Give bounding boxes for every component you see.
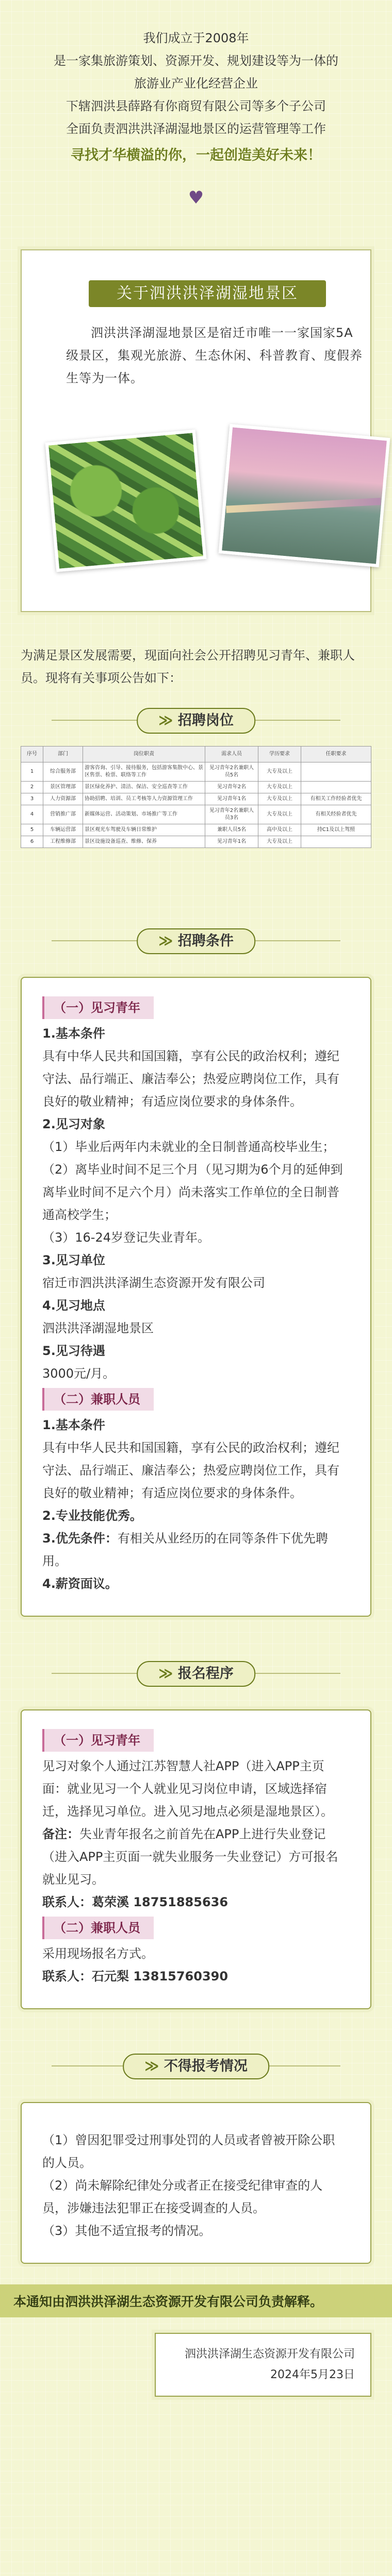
heading: 5.见习待遇 (42, 1344, 105, 1358)
table-cell (301, 836, 371, 848)
table-cell: 新媒体运营、活动策划、市场推广等工作 (83, 805, 205, 824)
heading: 1.基本条件 (42, 1418, 105, 1432)
table-header-row (21, 747, 371, 762)
paragraph: （3）16-24岁登记失业青年。 (42, 1230, 210, 1245)
intro-line: 是一家集旅游策划、资源开发、规划建设等为一体的 (54, 54, 338, 68)
about-title: 关于泗洪洪泽湖湿地景区 (89, 280, 326, 307)
paragraph: 有相关从业经历的在同等条件下优先聘用。 (42, 1531, 328, 1568)
table-row (21, 805, 371, 824)
jobs-table (21, 746, 371, 848)
paragraph: （2）离毕业时间不足三个月（见习期为6个月的延伸到离毕业时间不足六个月）尚未落实工作单位的全日制普通高校学生； (42, 1162, 343, 1222)
table-cell: 3 (21, 793, 43, 805)
table-cell: 见习青年2名 (205, 782, 258, 793)
table-row (21, 762, 371, 782)
table-cell: 车辆运营部 (43, 824, 83, 836)
paragraph: 具有中华人民共和国国籍，享有公民的政治权利；遵纪守法、品行端正、廉洁奉公；热爱应聘岗位工作，具有良好的敬业精神；有适应岗位要求的身体条件。 (42, 1049, 339, 1109)
company-name: 泗洪洪泽湖生态资源开发有限公司 (184, 2348, 355, 2361)
intro (0, 0, 392, 167)
table-cell: 见习青年1名 (205, 836, 258, 848)
contact-label: 联系人： (42, 1969, 92, 1984)
restrict-item: （2）尚未解除纪律处分或者正在接受纪律审查的人员，涉嫌违法犯罪正在接受调查的人员。 (42, 2178, 323, 2215)
table-cell: 持C1及以上驾照 (301, 824, 371, 836)
contact-info: 石元梨 13815760390 (92, 1969, 228, 1984)
contact-label: 联系人： (42, 1895, 92, 1909)
section-signup-header (0, 1658, 392, 1689)
table-cell: 景区绿化养护、清洁、保洁、安全巡查等工作 (83, 782, 205, 793)
intro-line: 下辖泗洪县薛路有你商贸有限公司等多个子公司 (66, 99, 326, 113)
paragraph: 采用现场报名方式。 (42, 1946, 154, 1961)
heading: 4.薪资面议。 (42, 1577, 118, 1591)
table-row (21, 836, 371, 848)
table-cell: 大专及以上 (258, 836, 301, 848)
slogan: 寻找才华横溢的你，一起创造美好未来！ (71, 147, 321, 163)
table-cell: 大专及以上 (258, 782, 301, 793)
table-cell: 景区观光车驾驶及车辆日常维护 (83, 824, 205, 836)
heading: 3.见习单位 (42, 1253, 105, 1267)
table-cell: 2 (21, 782, 43, 793)
table-cell: 景区管理部 (43, 782, 83, 793)
restrict-box (21, 2102, 371, 2264)
table-cell: 营销推广部 (43, 805, 83, 824)
table-cell (301, 782, 371, 793)
about-card (21, 249, 371, 612)
paragraph: 具有中华人民共和国国籍，享有公民的政治权利；遵纪守法、品行端正、廉洁奉公；热爱应聘岗位工作，具有良好的敬业精神；有适应岗位要求的身体条件。 (42, 1440, 339, 1500)
table-cell: 6 (21, 836, 43, 848)
table-row (21, 824, 371, 836)
paragraph: 见习对象个人通过江苏智慧人社APP（进入APP主页面：就业见习一个人就业见习岗位申请，区域选择宿迁，选择见习单位。进入见习地点必须是湿地景区）。 (42, 1759, 333, 1819)
table-cell: 5 (21, 824, 43, 836)
wetland-photo (45, 430, 207, 572)
heading: 2.专业技能优秀。 (42, 1509, 142, 1523)
heart-icon: ♥ (188, 188, 204, 208)
table-row (21, 793, 371, 805)
paragraph: 宿迁市泗洪洪泽湖生态资源开发有限公司 (42, 1276, 265, 1290)
lead-text: 为满足景区发展需要，现面向社会公开招聘见习青年、兼职人员。现将有关事项公告如下： (21, 648, 355, 685)
table-cell: 协助招聘、培训、员工考核等人力资源管理工作 (83, 793, 205, 805)
intro-line: 全面负责泗洪洪泽湖湿地景区的运营管理等工作 (66, 122, 326, 136)
table-cell: 1 (21, 762, 43, 782)
heading: 3.优先条件： (42, 1531, 118, 1546)
paragraph: 失业青年报名之前首先在APP上进行失业登记（进入APP主页面一就失业服务一失业登记）方可报名就业见习。 (42, 1827, 338, 1887)
table-cell: 大专及以上 (258, 762, 301, 782)
restrict-item: （3）其他不适宜报考的情况。 (42, 2224, 211, 2238)
section-jobs-header (0, 705, 392, 736)
bridge-photo (219, 424, 390, 567)
section-restrict-title: ≫ 不得报考情况 (123, 2054, 269, 2079)
table-cell: 大专及以上 (258, 805, 301, 824)
footer-note: 本通知由泗洪洪泽湖生态资源开发有限公司负责解释。 (0, 2284, 392, 2317)
section-tag: （一）见习青年 (42, 1729, 154, 1752)
table-cell: 大专及以上 (258, 793, 301, 805)
table-cell (301, 762, 371, 782)
table-cell: 游客咨询、引导、接待服务，包括游客集散中心、景区售票、检票、联络等工作 (83, 762, 205, 782)
section-jobs-title: ≫ 招聘岗位 (137, 708, 255, 734)
signature-box (155, 2333, 371, 2397)
contact-info: 葛荣溪 18751885636 (92, 1895, 228, 1909)
section-conditions-title: ≫ 招聘条件 (137, 928, 255, 954)
table-header: 需求人员 (205, 747, 258, 762)
table-header: 任职要求 (301, 747, 371, 762)
table-header: 学历要求 (258, 747, 301, 762)
table-cell: 有相关工作经验者优先 (301, 793, 371, 805)
table-cell: 兼职人员5名 (205, 824, 258, 836)
section-tag: （二）兼职人员 (42, 1388, 154, 1411)
heading: 1.基本条件 (42, 1026, 105, 1041)
signup-box (21, 1709, 371, 2009)
table-cell: 见习青年2名兼职人员5名 (205, 762, 258, 782)
section-tag: （二）兼职人员 (42, 1917, 154, 1939)
section-tag: （一）见习青年 (42, 996, 154, 1019)
table-cell: 有相关经验者优先 (301, 805, 371, 824)
paragraph: 3000元/月。 (42, 1366, 116, 1381)
table-cell: 工程维修部 (43, 836, 83, 848)
intro-line: 旅游业产业化经营企业 (134, 76, 258, 91)
table-cell: 综合服务部 (43, 762, 83, 782)
intro-line: 我们成立于2008年 (143, 31, 249, 45)
restrict-item: （1）曾因犯罪受过刑事处罚的人员或者曾被开除公职的人员。 (42, 2133, 335, 2170)
table-cell: 见习青年2名兼职人员3名 (205, 805, 258, 824)
table-cell: 4 (21, 805, 43, 824)
table-cell: 见习青年1名 (205, 793, 258, 805)
table-header: 岗位职责 (83, 747, 205, 762)
table-cell: 景区设施设备巡查、维修、保养 (83, 836, 205, 848)
section-conditions-header (0, 925, 392, 956)
about-text: 泗洪洪泽湖湿地景区是宿迁市唯一一家国家5A级景区，集观光旅游、生态休闲、科普教育、度假养生等为一体。 (66, 326, 363, 385)
heading: 4.见习地点 (42, 1298, 105, 1313)
paragraph: （1）毕业后两年内未就业的全日制普通高校毕业生； (42, 1140, 335, 1154)
section-restrict-header (0, 2050, 392, 2081)
table-header: 序号 (21, 747, 43, 762)
date: 2024年5月23日 (270, 2368, 355, 2381)
table-cell: 人力资源部 (43, 793, 83, 805)
conditions-box (21, 977, 371, 1617)
paragraph: 泗洪洪泽湖湿地景区 (42, 1321, 154, 1335)
heading: 2.见习对象 (42, 1117, 105, 1131)
table-row (21, 782, 371, 793)
table-header: 部门 (43, 747, 83, 762)
note-label: 备注： (42, 1827, 79, 1841)
section-signup-title: ≫ 报名程序 (137, 1661, 255, 1687)
table-cell: 高中及以上 (258, 824, 301, 836)
